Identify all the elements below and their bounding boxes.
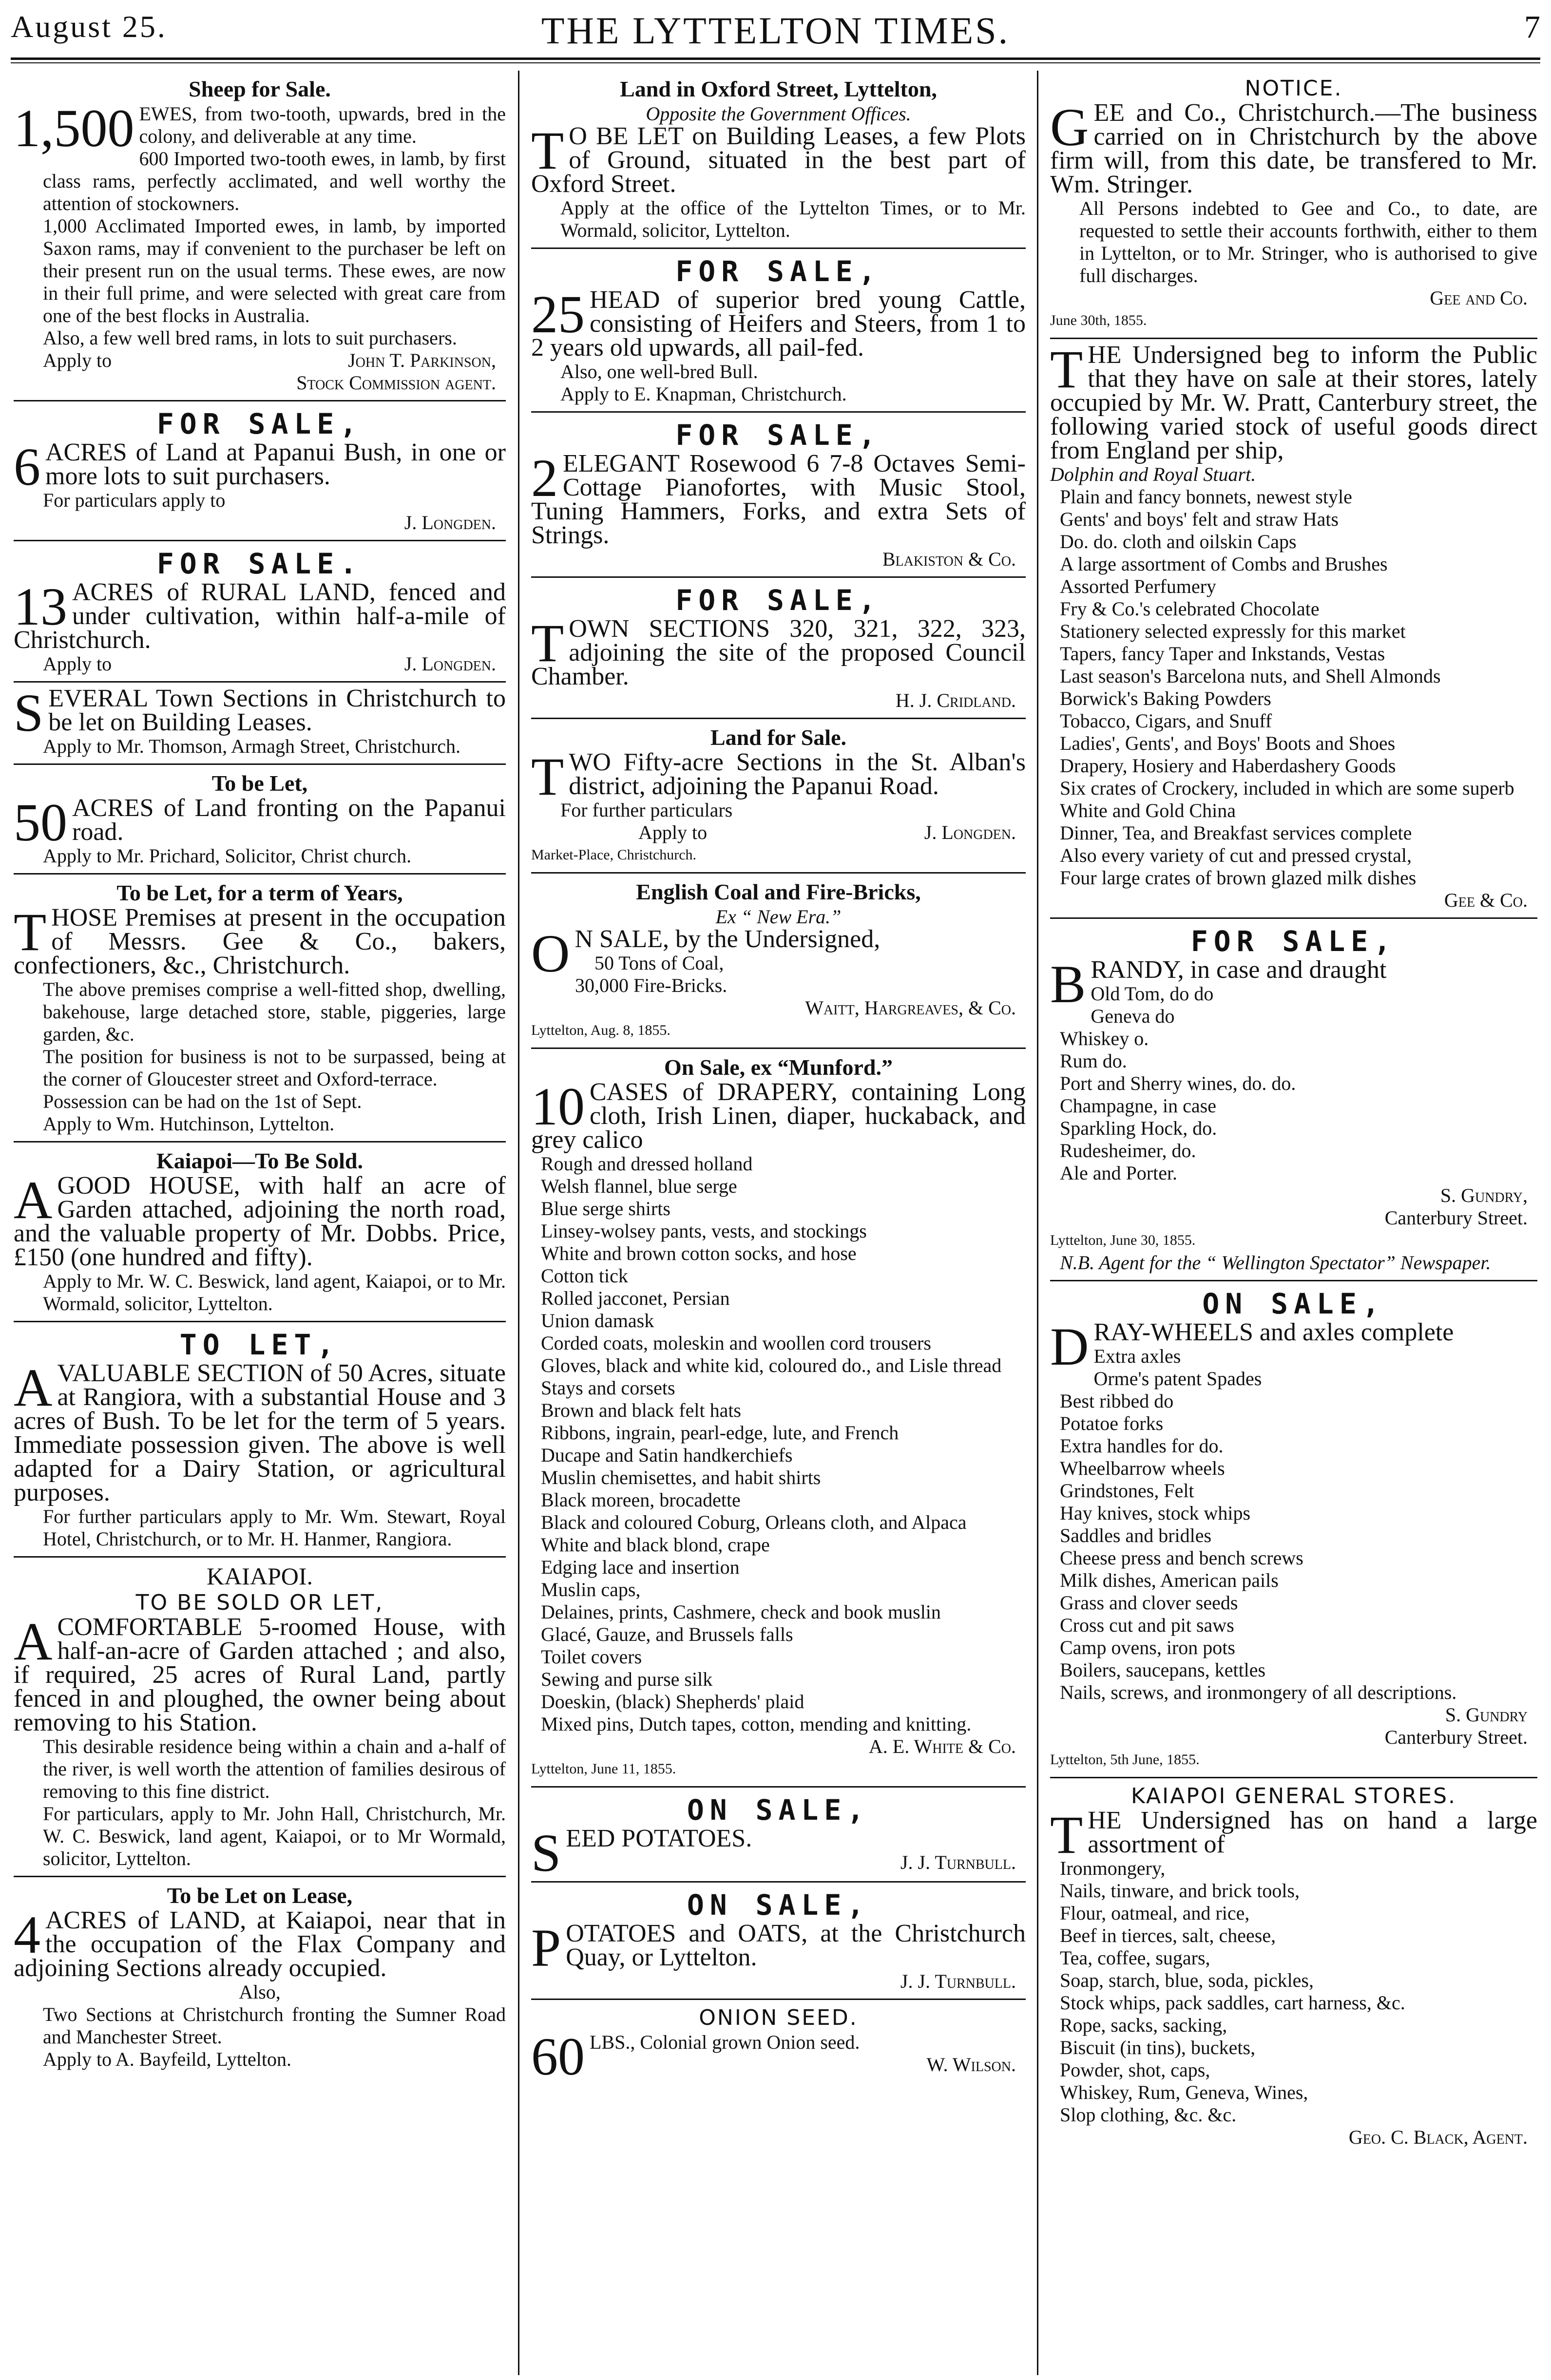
- ad-subtitle: TO BE SOLD OR LET,: [135, 1590, 384, 1615]
- ad-text: Also, one well-bred Bull.: [560, 361, 758, 382]
- ad-text: ACRES of LAND, at Kaiapoi, near that in the occupation of the Flax Company and adjoining Sections already occupied.: [14, 1906, 506, 1982]
- list-item: Sparkling Hock, do.: [1060, 1117, 1217, 1139]
- ad-sheep-for-sale: [14, 71, 506, 401]
- ad-text: LBS., Colonial grown Onion seed.: [590, 2031, 860, 2053]
- ad-title: NOTICE.: [1245, 76, 1343, 101]
- list-item: Cotton tick: [541, 1265, 628, 1287]
- ad-text: Apply to A. Bayfeild, Lyttelton.: [43, 2048, 291, 2070]
- drop-number: 60: [531, 2027, 585, 2085]
- list-item: Rough and dressed holland: [541, 1153, 753, 1175]
- list-item: Flour, oatmeal, and rice,: [1060, 1902, 1250, 1924]
- drop-cap: O: [531, 924, 570, 983]
- ad-dray-wheels: [1050, 1281, 1537, 1778]
- list-item: A large assortment of Combs and Brushes: [1060, 553, 1388, 575]
- ad-subtitle: Opposite the Government Offices.: [646, 103, 911, 125]
- ad-signature: Gee and Co.: [1430, 287, 1528, 309]
- ad-text: Two Sections at Christchurch fronting the Sumner Road and Manchester Street.: [43, 2003, 506, 2048]
- list-item: Saddles and bridles: [1060, 1524, 1212, 1546]
- ad-title: To be Let,: [211, 771, 308, 796]
- ad-title: FOR SALE,: [675, 255, 881, 288]
- drop-cap: D: [1050, 1317, 1089, 1376]
- issue-date: August 25.: [11, 9, 167, 44]
- ad-title: FOR SALE.: [156, 547, 363, 580]
- ad-title: ON SALE,: [687, 1793, 870, 1827]
- ad-signature: Stock Commission agent.: [296, 372, 496, 394]
- drop-cap: A: [14, 1612, 53, 1671]
- list-item: Mixed pins, Dutch tapes, cotton, mending and knitting.: [541, 1713, 972, 1735]
- ad-signature: Gee & Co.: [1444, 889, 1528, 911]
- ad-text: EWES, from two-tooth, upwards, bred in the colony, and deliverable at any time.: [139, 103, 506, 147]
- ad-signature: J. Longden.: [404, 653, 496, 675]
- list-item: Boilers, saucepans, kettles: [1060, 1659, 1266, 1681]
- ad-pianofortes: [531, 413, 1026, 578]
- ad-oxford-street: [531, 71, 1026, 249]
- list-item: Powder, shot, caps,: [1060, 2059, 1210, 2081]
- ad-text: 1,000 Acclimated Imported ewes, in lamb, by imported Saxon rams, may if convenient to the purchaser be left on their present run on the usual terms. These ewes, are now in their full prime, and were selected with great care from one of the best flocks in Australia.: [43, 215, 506, 326]
- column-3: [1050, 71, 1537, 2373]
- ad-text: Also, a few well bred rams, in lots to suit purchasers.: [43, 327, 457, 349]
- ad-text: N SALE, by the Undersigned,: [574, 925, 881, 953]
- drop-number: 50: [14, 793, 67, 852]
- list-item: Doeskin, (black) Shepherds' plaid: [541, 1691, 804, 1713]
- ad-kaiapoi-general-stores: [1050, 1778, 1537, 2154]
- ad-title: Land for Sale.: [710, 725, 847, 750]
- list-item: Best ribbed do: [1060, 1390, 1174, 1412]
- ad-ships: Dolphin and Royal Stuart.: [1050, 463, 1256, 485]
- list-item: Grindstones, Felt: [1060, 1480, 1194, 1502]
- ad-text: 30,000 Fire-Bricks.: [575, 974, 728, 996]
- list-item: Assorted Perfumery: [1060, 575, 1217, 597]
- ad-title: To be Let, for a term of Years,: [116, 880, 403, 905]
- ad-to-be-let-50-acres: [14, 765, 506, 875]
- ad-text: GOOD HOUSE, with half an acre of Garden attached, adjoining the north road, and the valuable property of Mr. Dobbs. Price, £150 (one hundred and fifty).: [14, 1172, 506, 1271]
- list-item: Plain and fancy bonnets, newest style: [1060, 486, 1352, 508]
- ad-place: Lyttelton, June 30, 1855.: [1050, 1232, 1196, 1248]
- column-2: [531, 71, 1026, 2373]
- ad-signature: Waitt, Hargreaves, & Co.: [805, 997, 1016, 1019]
- drop-number: 1,500: [14, 98, 134, 158]
- list-item: Black and coloured Coburg, Orleans cloth, and Alpaca: [541, 1511, 967, 1533]
- list-item: Old Tom, do do: [1091, 983, 1214, 1005]
- ad-text: EED POTATOES.: [566, 1825, 752, 1852]
- list-item: Ducape and Satin handkerchiefs: [541, 1444, 793, 1466]
- list-item: Union damask: [541, 1310, 654, 1332]
- ad-place: Market-Place, Christchurch.: [531, 847, 697, 863]
- ad-text: Apply to E. Knapman, Christchurch.: [560, 383, 847, 405]
- ad-apply: Apply to: [43, 653, 112, 675]
- drop-number: 4: [14, 1905, 40, 1964]
- goods-list: [1050, 486, 1537, 889]
- page-number: 7: [1524, 9, 1540, 45]
- ad-text: For particulars, apply to Mr. John Hall, Christchurch, Mr. W. C. Beswick, land agent, Kaiapoi, or to Mr Wormald, solicitor, Lyttelton.: [43, 1803, 506, 1869]
- stores-list: [1050, 1857, 1537, 2126]
- list-item: Ladies', Gents', and Boys' Boots and Shoes: [1060, 732, 1396, 754]
- list-item: Do. do. cloth and oilskin Caps: [1060, 531, 1297, 552]
- ad-signature: J. J. Turnbull.: [900, 1970, 1016, 1992]
- ad-town-sections: [14, 683, 506, 765]
- list-item: Beef in tierces, salt, cheese,: [1060, 1924, 1276, 1946]
- ad-seed-potatoes: [531, 1788, 1026, 1883]
- list-item: Orme's patent Spades: [1093, 1368, 1262, 1390]
- ad-title: FOR SALE,: [675, 419, 881, 452]
- list-item: Gents' and boys' felt and straw Hats: [1060, 508, 1339, 530]
- drop-cap: S: [531, 1823, 561, 1883]
- list-item: Dinner, Tea, and Breakfast services complete: [1060, 822, 1412, 844]
- list-item: Toilet covers: [541, 1646, 642, 1668]
- list-item: Four large crates of brown glazed milk dishes: [1060, 867, 1417, 889]
- ad-text: Apply to Mr. W. C. Beswick, land agent, Kaiapoi, or to Mr. Wormald, solicitor, Lyttelton.: [43, 1270, 506, 1314]
- ad-title: TO LET,: [179, 1328, 340, 1361]
- drop-number: 25: [531, 285, 585, 344]
- list-item: Wheelbarrow wheels: [1060, 1457, 1225, 1479]
- masthead: [11, 9, 1540, 57]
- list-item: Borwick's Baking Powders: [1060, 687, 1271, 709]
- ad-kaiapoi-to-be-sold: [14, 1142, 506, 1322]
- list-item: Nails, tinware, and brick tools,: [1060, 1880, 1300, 1902]
- ad-potatoes-oats: [531, 1883, 1026, 2000]
- list-item: Port and Sherry wines, do. do.: [1060, 1072, 1296, 1094]
- ad-title: English Coal and Fire-Bricks,: [636, 879, 921, 904]
- ad-place: Lyttelton, Aug. 8, 1855.: [531, 1022, 670, 1038]
- list-item: Brown and black felt hats: [541, 1399, 741, 1421]
- ad-to-let-rangiora: [14, 1322, 506, 1558]
- list-item: Nails, screws, and ironmongery of all descriptions.: [1060, 1681, 1457, 1703]
- list-item: Biscuit (in tins), buckets,: [1060, 2037, 1256, 2058]
- column-rule: [1037, 71, 1038, 2375]
- ad-text: WO Fifty-acre Sections in the St. Alban's district, adjoining the Papanui Road.: [569, 748, 1026, 800]
- ad-text: For particulars apply to: [43, 489, 226, 511]
- ad-title: On Sale, ex “Munford.”: [664, 1055, 893, 1080]
- ad-text: Apply to Mr. Thomson, Armagh Street, Christchurch.: [43, 735, 460, 757]
- ad-notice: [1050, 71, 1537, 339]
- ad-coal-fire-bricks: [531, 874, 1026, 1049]
- ad-signature: J. Longden.: [404, 512, 496, 533]
- ad-brandy: [1050, 919, 1537, 1281]
- ad-cattle-for-sale: [531, 249, 1026, 413]
- ad-text: HEAD of superior bred young Cattle, consisting of Heifers and Steers, from 1 to 2 years old upwards, all pail-fed.: [531, 286, 1026, 362]
- ad-place: Lyttelton, 5th June, 1855.: [1050, 1752, 1200, 1768]
- ad-title: ONION SEED.: [699, 2005, 858, 2030]
- newspaper-title: THE LYTTELTON TIMES.: [541, 9, 1010, 52]
- ad-text: ACRES of Land at Papanui Bush, in one or more lots to suit purchasers.: [45, 438, 506, 490]
- ad-signature: John T. Parkinson,: [348, 349, 496, 371]
- ad-text: ACRES of RURAL LAND, fenced and under cultivation, within half-a-mile of Christchurch.: [14, 578, 506, 654]
- ad-title: Land in Oxford Street, Lyttelton,: [620, 76, 937, 101]
- ad-title: To be Let on Lease,: [167, 1883, 353, 1908]
- list-item: Also every variety of cut and pressed crystal,: [1060, 844, 1412, 866]
- ad-text: HE Undersigned has on hand a large assortment of: [1088, 1807, 1537, 1858]
- masthead-rule-thin: [11, 62, 1540, 63]
- drop-number: 2: [531, 448, 558, 508]
- list-item: Gloves, black and white kid, coloured do., and Lisle thread: [541, 1354, 1002, 1376]
- drop-number: 6: [14, 437, 40, 496]
- list-item: Welsh flannel, blue serge: [541, 1175, 737, 1197]
- ad-text: Apply to Wm. Hutchinson, Lyttelton.: [43, 1113, 335, 1135]
- ad-text: EVERAL Town Sections in Christchurch to be let on Building Leases.: [48, 685, 506, 736]
- ad-text: RANDY, in case and draught: [1091, 956, 1387, 984]
- list-item: Rudesheimer, do.: [1060, 1140, 1196, 1161]
- ad-text: COMFORTABLE 5-roomed House, with half-an-acre of Garden attached ; and also, if required, 25 acres of Rural Land, partly fenced in and ploughed, the owner being about removing to his Station.: [14, 1613, 506, 1736]
- ad-title: FOR SALE,: [1190, 925, 1397, 958]
- list-item: Extra handles for do.: [1060, 1435, 1224, 1457]
- ad-text: The position for business is not to be surpassed, being at the corner of Gloucester street and Oxford-terrace.: [43, 1046, 506, 1090]
- ad-text: HE Undersigned beg to inform the Public that they have on sale at their stores, lately occupied by Mr. W. Pratt, Canterbury street, the following varied stock of useful goods direct from England per ship,: [1050, 341, 1537, 464]
- list-item: White and brown cotton socks, and hose: [541, 1242, 857, 1264]
- hardware-list: [1050, 1345, 1537, 1704]
- ad-text: OWN SECTIONS 320, 321, 322, 323, adjoining the site of the proposed Council Chamber.: [531, 615, 1026, 690]
- ad-title: FOR SALE,: [675, 584, 881, 617]
- ad-text: VALUABLE SECTION of 50 Acres, situate at Rangiora, with a substantial House and 3 acres of Bush. To be let for the term of 5 years. Immediate possession given. The above is well adapted for a Dairy Station, or agricultural purposes.: [14, 1359, 506, 1506]
- list-item: Rum do.: [1060, 1050, 1127, 1072]
- list-item: Six crates of Crockery, included in which are some superb White and Gold China: [1060, 777, 1514, 821]
- ad-text: For further particulars apply to Mr. Wm. Stewart, Royal Hotel, Christchurch, or to Mr. H. Hanmer, Rangiora.: [43, 1505, 506, 1550]
- list-item: Potatoe forks: [1060, 1412, 1164, 1434]
- list-item: Blue serge shirts: [541, 1198, 670, 1219]
- list-item: Slop clothing, &c. &c.: [1060, 2104, 1237, 2126]
- ad-text: This desirable residence being within a chain and a-half of the river, is well worth the attention of families desirous of removing to this fine district.: [43, 1735, 506, 1802]
- list-item: Ironmongery,: [1060, 1857, 1166, 1879]
- ad-title: FOR SALE,: [156, 407, 363, 440]
- drop-cap: S: [14, 683, 44, 743]
- list-item: Rolled jacconet, Persian: [541, 1287, 730, 1309]
- list-item: Camp ovens, iron pots: [1060, 1637, 1235, 1658]
- drop-cap: G: [1050, 97, 1089, 157]
- ad-apply: Apply to: [638, 821, 708, 843]
- ad-signature: H. J. Cridland.: [895, 689, 1016, 711]
- list-item: Soap, starch, blue, soda, pickles,: [1060, 1969, 1314, 1991]
- ad-text: RAY-WHEELS and axles complete: [1093, 1318, 1454, 1346]
- drop-cap: A: [14, 1358, 53, 1417]
- drop-cap: B: [1050, 954, 1086, 1014]
- ad-text: Also,: [239, 1981, 281, 2003]
- list-item: Extra axles: [1093, 1345, 1181, 1367]
- ad-title: Kaiapoi—To Be Sold.: [156, 1148, 363, 1173]
- list-item: Tobacco, Cigars, and Snuff: [1060, 710, 1272, 732]
- ad-onion-seed: [531, 2000, 1026, 2085]
- ad-text: Possession can be had on the 1st of Sept.: [43, 1090, 362, 1112]
- list-item: Grass and clover seeds: [1060, 1592, 1238, 1614]
- ad-signature: S. Gundry,: [1440, 1184, 1528, 1206]
- ad-signature: Canterbury Street.: [1384, 1726, 1528, 1748]
- ad-text: OTATOES and OATS, at the Christchurch Quay, or Lyttelton.: [566, 1920, 1026, 1971]
- drop-cap: T: [1050, 1805, 1083, 1865]
- list-item: Corded coats, moleskin and woollen cord trousers: [541, 1332, 931, 1354]
- ad-title: ON SALE,: [687, 1888, 870, 1922]
- ad-text: 600 Imported two-tooth ewes, in lamb, by first class rams, perfectly acclimated, and well worthy the attention of stockowners.: [43, 148, 506, 214]
- ad-title: ON SALE,: [1202, 1287, 1385, 1320]
- list-item: Ribbons, ingrain, pearl-edge, lute, and French: [541, 1422, 899, 1444]
- ad-text: Apply to Mr. Prichard, Solicitor, Christ church.: [43, 845, 412, 867]
- spirits-list: [1050, 983, 1537, 1184]
- ad-subtitle: Ex “ New Era.”: [715, 906, 842, 928]
- ad-undersigned-stores: [1050, 339, 1537, 919]
- list-item: Milk dishes, American pails: [1060, 1569, 1279, 1591]
- ad-for-sale-rural: [14, 541, 506, 683]
- column-1: [14, 71, 506, 2373]
- list-item: Drapery, Hosiery and Haberdashery Goods: [1060, 755, 1396, 777]
- ad-title: KAIAPOI.: [206, 1562, 313, 1590]
- drop-cap: T: [531, 121, 564, 180]
- ad-premises-to-let: [14, 875, 506, 1142]
- ad-text: EE and Co., Christchurch.—The business carried on in Christchurch by the above firm will, from this date, be transfered to Mr. Wm. Stringer.: [1050, 99, 1537, 198]
- drop-cap: T: [1050, 340, 1083, 399]
- ad-text: 50 Tons of Coal,: [594, 952, 724, 974]
- ad-text: ELEGANT Rosewood 6 7-8 Octaves Semi-Cottage Pianofortes, with Music Stool, Tuning Hammers, Forks, and extra Sets of Strings.: [531, 450, 1026, 549]
- ad-text: All Persons indebted to Gee and Co., to date, are requested to settle their accounts forthwith, either to them in Lyttelton, or to Mr. Stringer, who is authorised to give full discharges.: [1079, 197, 1537, 286]
- ad-text: The above premises comprise a well-fitted shop, dwelling, bakehouse, large detached store, stable, piggeries, large garden, &c.: [43, 978, 506, 1045]
- ad-text: For further particulars: [560, 799, 733, 821]
- list-item: Stays and corsets: [541, 1377, 675, 1399]
- ad-text: HOSE Premises at present in the occupation of Messrs. Gee & Co., bakers, confectioners, &c., Christchurch.: [14, 904, 506, 979]
- ad-signature: Canterbury Street.: [1384, 1207, 1528, 1229]
- ad-signature: A. E. White & Co.: [868, 1735, 1016, 1757]
- ad-place: Lyttelton, June 11, 1855.: [531, 1761, 676, 1777]
- list-item: Delaines, prints, Cashmere, check and book muslin: [541, 1601, 941, 1623]
- list-item: White and black blond, crape: [541, 1534, 770, 1556]
- list-item: Cross cut and pit saws: [1060, 1614, 1234, 1636]
- drop-cap: P: [531, 1918, 561, 1978]
- list-item: Tapers, fancy Taper and Inkstands, Vestas: [1060, 643, 1385, 665]
- ad-signature: Geo. C. Black, Agent.: [1348, 2126, 1528, 2148]
- ad-note: N.B. Agent for the “ Wellington Spectator” Newspaper.: [1060, 1252, 1491, 1274]
- list-item: Whiskey o.: [1060, 1028, 1149, 1049]
- ad-title: Sheep for Sale.: [189, 76, 331, 101]
- list-item: Geneva do: [1091, 1005, 1175, 1027]
- list-item: Tea, coffee, sugars,: [1060, 1947, 1210, 1969]
- ad-text: Apply at the office of the Lyttelton Times, or to Mr. Wormald, solicitor, Lyttelton.: [560, 197, 1026, 241]
- list-item: Whiskey, Rum, Geneva, Wines,: [1060, 2081, 1308, 2103]
- list-item: Edging lace and insertion: [541, 1556, 740, 1578]
- ad-town-sections-council: [531, 578, 1026, 719]
- list-item: Ale and Porter.: [1060, 1162, 1178, 1184]
- ad-land-for-sale: [531, 719, 1026, 874]
- list-item: Champagne, in case: [1060, 1095, 1216, 1117]
- ad-kaiapoi-house: [14, 1558, 506, 1877]
- ad-text: O BE LET on Building Leases, a few Plots of Ground, situated in the best part of Oxford Street.: [531, 122, 1026, 198]
- drapery-list: [531, 1153, 1026, 1735]
- ad-title: KAIAPOI GENERAL STORES.: [1130, 1784, 1457, 1809]
- masthead-rule: [11, 57, 1540, 60]
- list-item: Cheese press and bench screws: [1060, 1547, 1303, 1569]
- list-item: Muslin caps,: [541, 1579, 641, 1600]
- drop-cap: A: [14, 1170, 53, 1230]
- ad-signature: Blakiston & Co.: [882, 548, 1016, 570]
- ad-place: June 30th, 1855.: [1050, 312, 1147, 328]
- drop-cap: T: [531, 613, 564, 673]
- list-item: Last season's Barcelona nuts, and Shell Almonds: [1060, 665, 1441, 687]
- list-item: Stock whips, pack saddles, cart harness, &c.: [1060, 1992, 1405, 2014]
- ad-text: CASES of DRAPERY, containing Long cloth, Irish Linen, diaper, huckaback, and grey calico: [531, 1078, 1026, 1154]
- list-item: Stationery selected expressly for this market: [1060, 620, 1406, 642]
- drop-number: 13: [14, 577, 67, 636]
- column-rule: [518, 71, 519, 2375]
- ad-signature: S. Gundry: [1445, 1704, 1528, 1726]
- drop-cap: T: [14, 902, 47, 962]
- ad-signature: J. Longden.: [924, 821, 1016, 843]
- ad-signature: J. J. Turnbull.: [900, 1851, 1016, 1873]
- list-item: Hay knives, stock whips: [1060, 1502, 1251, 1524]
- list-item: Rope, sacks, sacking,: [1060, 2014, 1227, 2036]
- ad-to-be-let-on-lease: [14, 1877, 506, 2076]
- ad-drapery: [531, 1049, 1026, 1788]
- drop-cap: T: [531, 747, 564, 806]
- ad-for-sale-papanui: [14, 401, 506, 541]
- list-item: Black moreen, brocadette: [541, 1489, 741, 1511]
- list-item: Linsey-wolsey pants, vests, and stockings: [541, 1220, 867, 1242]
- ad-apply: Apply to: [43, 349, 112, 371]
- ad-text: ACRES of Land fronting on the Papanui road.: [72, 794, 506, 846]
- list-item: Sewing and purse silk: [541, 1668, 713, 1690]
- drop-number: 10: [531, 1077, 585, 1136]
- list-item: Muslin chemisettes, and habit shirts: [541, 1466, 821, 1488]
- list-item: Glacé, Gauze, and Brussels falls: [541, 1623, 793, 1645]
- list-item: Fry & Co.'s celebrated Chocolate: [1060, 598, 1320, 620]
- ad-signature: W. Wilson.: [926, 2054, 1016, 2075]
